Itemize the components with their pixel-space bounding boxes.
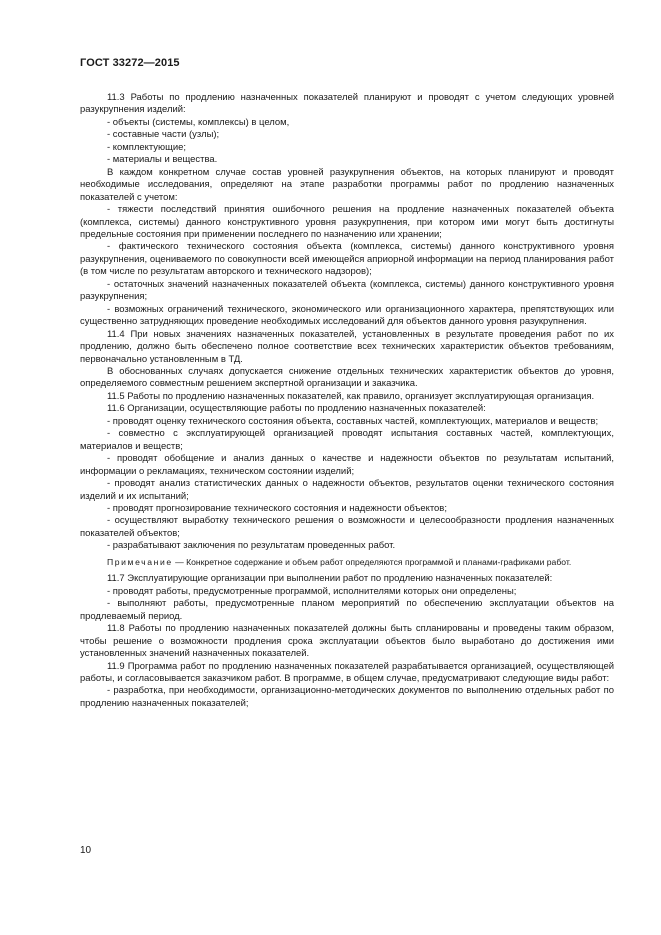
document-code: ГОСТ 33272—2015 (80, 57, 180, 69)
list-item: - разработка, при необходимости, организационно-методических документов по выполнению отдельных работ по продлению назначенных показателей; (80, 685, 614, 709)
paragraph: 11.5 Работы по продлению назначенных показателей, как правило, организует эксплуатирующая организация. (107, 390, 595, 402)
paragraph: 11.3 Работы по продлению назначенных показателей планируют и проводят с учетом следующих уровней разукрупнения изделий: (80, 92, 614, 116)
list-item: - возможных ограничений технического, экономического или организационного характера, препятствующих или существенно затрудняющих проведение необходимых исследований для объектов данного уровня разукрупнения. (80, 303, 614, 328)
list-item: - составные части (узлы); (107, 129, 220, 141)
list-item: - проводят работы, предусмотренные программой, исполнителями которых они определены; (107, 585, 517, 597)
list-item: - материалы и вещества. (107, 154, 218, 166)
paragraph: В каждом конкретном случае состав уровней разукрупнения объектов, на которых планируют и проводят необходимые исследования, определяют на этапе разработки программы работ по продлению назначенных показателей с учетом: (80, 166, 614, 203)
list-item: - совместно с эксплуатирующей организацией проводят испытания составных частей, комплектующих, материалов и веществ; (80, 428, 614, 452)
document-body (80, 92, 614, 710)
list-item: - осуществляют выработку технического решения о возможности и целесообразности продления назначенных показателей объектов; (80, 515, 614, 539)
note (80, 557, 614, 569)
page-number: 10 (80, 845, 92, 856)
list-item: - объекты (системы, комплексы) в целом, (107, 116, 290, 128)
list-item: - проводят обобщение и анализ данных о качестве и надежности объектов по результатам испытаний, информации о рекламациях, техническом состоянии изделий; (80, 453, 614, 477)
list-item: - остаточных значений назначенных показателей объекта (комплекса, системы) данного конструктивного уровня разукрупнения; (80, 278, 614, 303)
paragraph: 11.9 Программа работ по продлению назначенных показателей разрабатывается организацией, осуществляющей работы, и согласовывается заказчиком работ. В программе, в общем случае, предусматривают следующие виды работ: (80, 660, 614, 684)
list-item: - проводят анализ статистических данных о надежности объектов, результатов оценки технического состояния изделий и их испытаний; (80, 478, 614, 502)
note-text: — Конкретное содержание и объем работ определяются программой и планами-графиками работ. (172, 556, 572, 567)
paragraph: 11.7 Эксплуатирующие организации при выполнении работ по продлению назначенных показателей: (107, 573, 553, 585)
list-item: - проводят прогнозирование технического состояния и надежности объектов; (107, 502, 447, 514)
list-item: - комплектующие; (107, 141, 186, 153)
paragraph: 11.6 Организации, осуществляющие работы по продлению назначенных показателей: (107, 403, 486, 415)
paragraph: 11.4 При новых значениях назначенных показателей, установленных в результате проведения работ по их продлению, должно быть обеспечено полное соответствие всех технических характеристик объектов требованиям, первоначально установленным в ТД. (80, 328, 614, 365)
note-label: Примечание (107, 556, 173, 567)
list-item: - проводят оценку технического состояния объекта, составных частей, комплектующих, материалов и веществ; (107, 415, 599, 427)
list-item: - фактического технического состояния объекта (комплекса, системы) данного конструктивного уровня разукрупнения, оцениваемого по совокупности всей имеющейся априорной информации на период планирования работ (в том числе по результатам авторского и технического надзоров); (80, 241, 614, 278)
paragraph: В обоснованных случаях допускается снижение отдельных технических характеристик объектов до уровня, определяемого совместным решением экспертной организации и заказчика. (80, 365, 614, 390)
paragraph: 11.8 Работы по продлению назначенных показателей должны быть спланированы и проведены таким образом, чтобы решение о возможности продления срока эксплуатации объектов было выработано до достижения ими установленных значений назначенных показателей. (80, 623, 614, 660)
list-item: - выполняют работы, предусмотренные планом мероприятий по обеспечению эксплуатации объектов на продлеваемый период. (80, 598, 614, 622)
list-item: - тяжести последствий принятия ошибочного решения на продление назначенных показателей объекта (комплекса, системы) данного конструктивного уровня разукрупнения, при котором ими могут быть достигнуты предельные состояния при применении последнего по назначению или хранении; (80, 204, 614, 240)
list-item: - разрабатывают заключения по результатам проведенных работ. (107, 540, 396, 552)
